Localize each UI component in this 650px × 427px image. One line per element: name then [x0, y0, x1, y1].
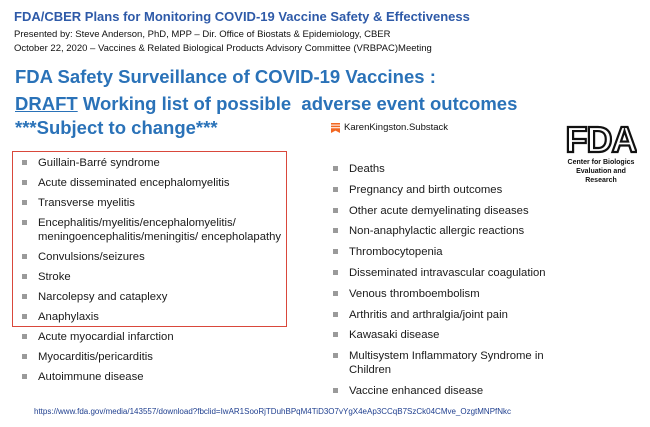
list-item: Stroke	[22, 270, 290, 284]
list-item: Narcolepsy and cataplexy	[22, 290, 290, 304]
list-item: Acute myocardial infarction	[22, 330, 290, 344]
substack-label: KarenKingston.Substack	[344, 122, 449, 133]
fda-logo-mark	[565, 122, 637, 156]
bullet-icon	[22, 374, 27, 379]
list-item: Thrombocytopenia	[333, 245, 573, 259]
draft-label: DRAFT	[15, 93, 78, 114]
fda-caption-line2: Evaluation and Research	[576, 168, 626, 184]
meeting-line: October 22, 2020 – Vaccines & Related Biological Products Advisory Committee (VRBPAC)Meeting	[14, 43, 432, 54]
list-item: Disseminated intravascular coagulation	[333, 266, 573, 280]
left-outcome-list	[22, 156, 290, 390]
list-item: Pregnancy and birth outcomes	[333, 183, 573, 197]
presenter-line: Presented by: Steve Anderson, PhD, MPP – Dir. Office of Biostats & Epidemiology, CBER	[14, 29, 391, 40]
bullet-icon	[333, 388, 338, 393]
list-item: Other acute demyelinating diseases	[333, 204, 573, 218]
list-item: Encephalitis/myelitis/encephalomyelitis/ meningoencephalitis/meningitis/ encepholapathy	[22, 216, 290, 244]
bullet-icon	[333, 208, 338, 213]
bullet-icon	[333, 353, 338, 358]
bullet-icon	[22, 180, 27, 185]
list-item: Myocarditis/pericarditis	[22, 350, 290, 364]
main-title-line3: ***Subject to change***	[15, 117, 218, 138]
list-item: Vaccine enhanced disease	[333, 384, 573, 398]
substack-watermark	[331, 122, 448, 133]
bullet-icon	[22, 294, 27, 299]
source-link[interactable]: https://www.fda.gov/media/143557/download?fbclid=IwAR1SooRjTDuhBPqM4TiD3O7vYgX4eAp3CCqB7SzCk04CMve_OzgtMNPfNkc	[34, 407, 512, 416]
bullet-icon	[22, 200, 27, 205]
main-title-line2	[15, 93, 517, 115]
list-item: Acute disseminated encephalomyelitis	[22, 176, 290, 190]
main-title-line2-text: Working list of possible adverse event outcomes	[77, 93, 518, 114]
bullet-icon	[22, 160, 27, 165]
list-item: Venous thromboembolism	[333, 287, 573, 301]
bullet-icon	[22, 314, 27, 319]
bullet-icon	[22, 334, 27, 339]
list-item: Anaphylaxis	[22, 310, 290, 324]
fda-logo-text: FDA	[565, 122, 637, 156]
list-item: Transverse myelitis	[22, 196, 290, 210]
bullet-icon	[22, 274, 27, 279]
bullet-icon	[333, 332, 338, 337]
list-item: Kawasaki disease	[333, 328, 573, 342]
bullet-icon	[333, 291, 338, 296]
list-item: Multisystem Inflammatory Syndrome in Children	[333, 349, 573, 377]
bullet-icon	[333, 312, 338, 317]
list-item: Arthritis and arthralgia/joint pain	[333, 308, 573, 322]
bullet-icon	[333, 228, 338, 233]
bullet-icon	[333, 187, 338, 192]
bullet-icon	[22, 354, 27, 359]
bullet-icon	[22, 254, 27, 259]
bullet-icon	[333, 270, 338, 275]
list-item: Convulsions/seizures	[22, 250, 290, 264]
list-item: Non-anaphylactic allergic reactions	[333, 224, 573, 238]
substack-icon	[331, 123, 340, 133]
bullet-icon	[333, 249, 338, 254]
list-item: Deaths	[333, 162, 573, 176]
bullet-icon	[333, 166, 338, 171]
header-title: FDA/CBER Plans for Monitoring COVID-19 Vaccine Safety & Effectiveness	[14, 9, 470, 24]
fda-caption-line1: Center for Biologics	[567, 159, 635, 166]
main-title-line1: FDA Safety Surveillance of COVID-19 Vaccines :	[15, 66, 436, 87]
list-item: Guillain-Barré syndrome	[22, 156, 290, 170]
right-outcome-list	[333, 162, 573, 405]
bullet-icon	[22, 220, 27, 225]
list-item: Autoimmune disease	[22, 370, 290, 384]
